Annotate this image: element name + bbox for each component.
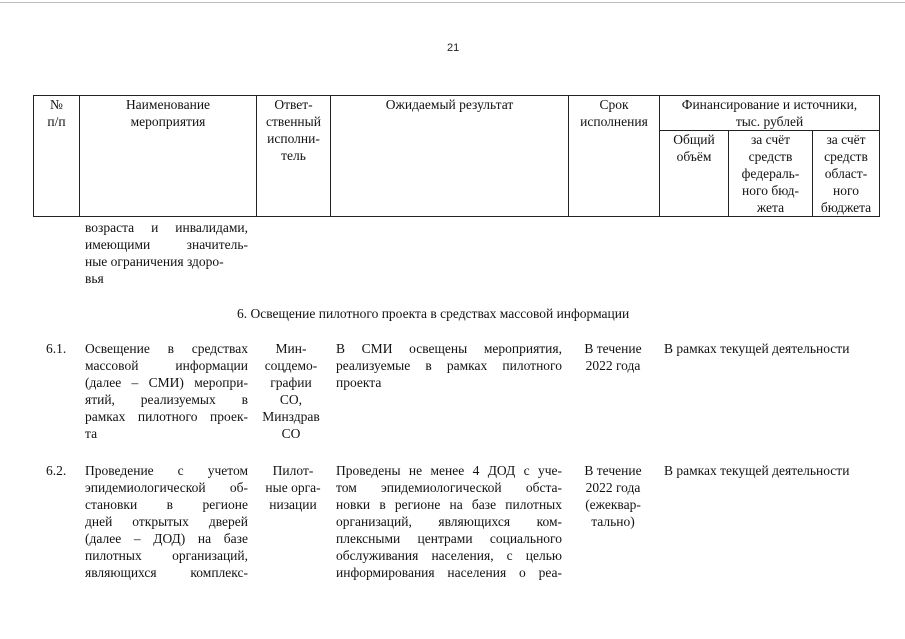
section-title: 6. Освещение пилотного проекта в средствах массовой информации (237, 306, 630, 321)
carryover-text: возраста и инвалидами, имеющими значитель- ные ограничения здоро- вья (85, 220, 248, 286)
row-6-1-term: В течение 2022 года (584, 341, 642, 373)
row-6-2-financing: В рамках текущей деятельности (664, 463, 850, 478)
page-number: 21 (447, 42, 460, 54)
header-num: № п/п (34, 96, 80, 217)
header-financing: Финансирование и источники, тыс. рублей (660, 96, 880, 131)
header-total: Общий объём (660, 131, 729, 217)
header-federal: за счёт средств федераль- ного бюд- жета (729, 131, 813, 217)
row-6-2-responsible: Пилот- ные орга- низации (265, 463, 321, 512)
header-result: Ожидаемый результат (331, 96, 569, 217)
row-6-2-num: 6.2. (46, 463, 67, 478)
row-6-1-responsible: Мин- соцдемо- графии СО, Минздрав СО (262, 341, 320, 441)
header-term: Срок исполнения (569, 96, 660, 217)
row-6-2-result: Проведены не менее 4 ДОД с уче- том эпидемиологической обста- новки в регионе на базе пилотных организаций, являющихся ком- плексными центрами социального обслуживания населения, с целью информирования населения о реа- (336, 463, 562, 580)
header-responsible: Ответ- ственный исполни- тель (257, 96, 331, 217)
top-border-line (0, 2, 905, 3)
row-6-1-result: В СМИ освещены мероприятия, реализуемые в рамках пилотного проекта (336, 341, 562, 390)
header-regional: за счёт средств област- ного бюджета (813, 131, 880, 217)
row-6-2-name: Проведение с учетом эпидемиологической об- становки в регионе дней открытых дверей (далее – ДОД) на базе пилотных организаций, являющихся комплекс- (85, 463, 248, 580)
header-name: Наименование мероприятия (80, 96, 257, 217)
row-6-2-term: В течение 2022 года (ежеквар- тально) (584, 463, 642, 529)
row-6-1-name: Освещение в средствах массовой информации (далее – СМИ) меропри- ятий, реализуемых в рамках пилотного проек- та (85, 341, 248, 441)
row-6-1-financing: В рамках текущей деятельности (664, 341, 850, 356)
table-header (33, 95, 880, 217)
row-6-1-num: 6.1. (46, 341, 67, 356)
